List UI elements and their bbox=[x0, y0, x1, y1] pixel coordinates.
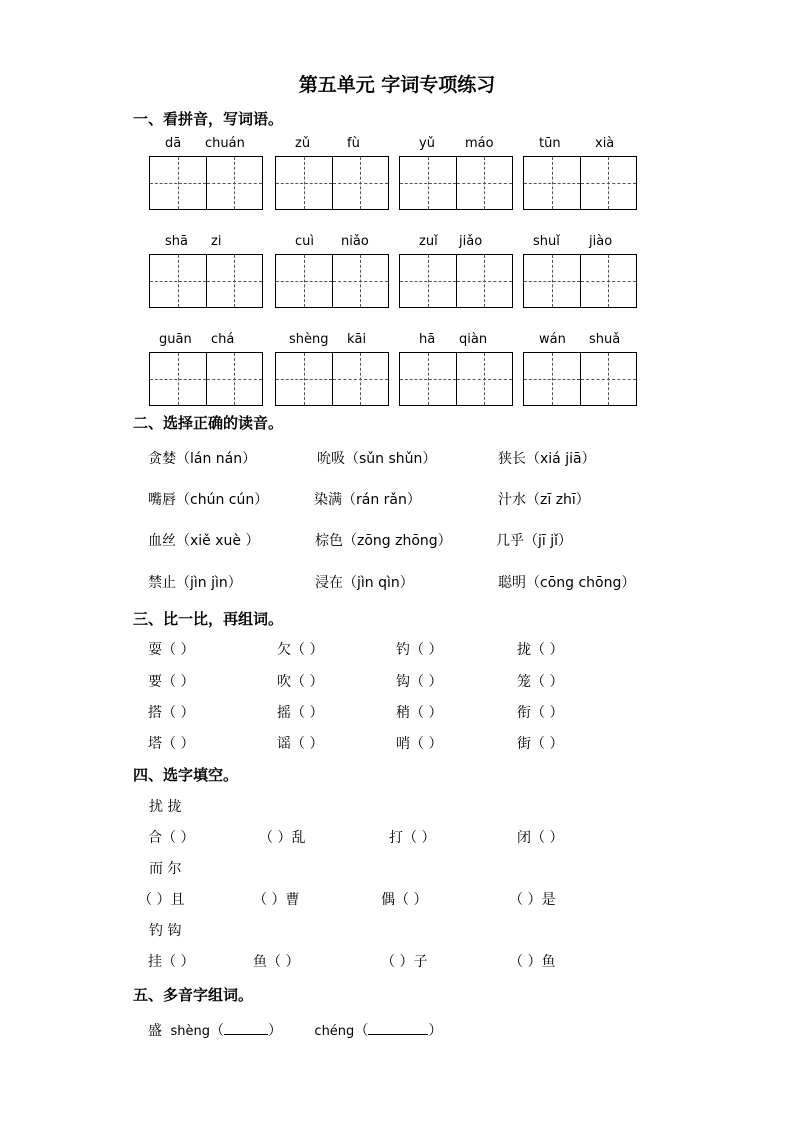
page-title: 第五单元 字词专项练习 bbox=[298, 74, 496, 96]
section-heading-4: 四、选字填空。 bbox=[133, 766, 239, 784]
reading-item: 嘴唇（chún cún） bbox=[148, 492, 269, 508]
char-choice: 扰 拢 bbox=[149, 799, 182, 815]
fill-item: （ ）曹 bbox=[253, 892, 300, 908]
compare-item: 摇（ ） bbox=[277, 705, 324, 721]
pinyin-label: jiào bbox=[589, 234, 613, 249]
reading-item: 禁止（jìn jìn） bbox=[148, 575, 242, 591]
fill-item: （ ）且 bbox=[138, 892, 185, 908]
writing-cell[interactable] bbox=[581, 352, 638, 406]
pinyin-label: wán bbox=[539, 332, 566, 347]
writing-cell[interactable] bbox=[523, 156, 581, 210]
fill-item: 打（ ） bbox=[389, 830, 436, 846]
pinyin-label: tūn bbox=[539, 136, 561, 151]
pinyin-label: shuǐ bbox=[533, 234, 560, 249]
pinyin-label: shuǎ bbox=[589, 332, 621, 347]
compare-item: 街（ ） bbox=[517, 736, 564, 752]
pinyin-label: hā bbox=[419, 332, 436, 347]
writing-cell[interactable] bbox=[275, 352, 333, 406]
polyphone-reading-1: shèng bbox=[170, 1024, 210, 1039]
writing-cell[interactable] bbox=[399, 352, 457, 406]
word-box bbox=[149, 254, 263, 306]
section-heading-1: 一、看拼音，写词语。 bbox=[133, 110, 284, 128]
writing-cell[interactable] bbox=[275, 156, 333, 210]
writing-cell[interactable] bbox=[399, 254, 457, 308]
polyphone-reading-2: chéng bbox=[314, 1024, 355, 1039]
word-box bbox=[399, 352, 513, 404]
pinyin-label: dā bbox=[165, 136, 182, 151]
pinyin-label: máo bbox=[465, 136, 494, 151]
writing-cell[interactable] bbox=[207, 254, 264, 308]
writing-cell[interactable] bbox=[149, 156, 207, 210]
writing-cell[interactable] bbox=[149, 254, 207, 308]
compare-item: 搭（ ） bbox=[148, 705, 195, 721]
reading-item: 汁水（zī zhī） bbox=[498, 492, 590, 508]
reading-item: 吮吸（sǔn shǔn） bbox=[317, 451, 437, 467]
pinyin-label: fù bbox=[347, 136, 360, 151]
writing-grid-row bbox=[149, 156, 639, 208]
section-heading-2: 二、选择正确的读音。 bbox=[133, 414, 284, 432]
reading-item: 棕色（zōng zhōng） bbox=[315, 533, 452, 549]
pinyin-label: cuì bbox=[295, 234, 314, 249]
writing-cell[interactable] bbox=[149, 352, 207, 406]
fill-item: （ ）鱼 bbox=[509, 954, 556, 970]
compare-item: 欠（ ） bbox=[277, 642, 324, 658]
fill-item: 闭（ ） bbox=[517, 830, 564, 846]
pinyin-label: zi bbox=[211, 234, 222, 249]
compare-item: 钩（ ） bbox=[396, 674, 443, 690]
pinyin-label: niǎo bbox=[341, 234, 369, 249]
pinyin-label: chuán bbox=[205, 136, 245, 151]
compare-item: 耍（ ） bbox=[148, 642, 195, 658]
writing-cell[interactable] bbox=[207, 156, 264, 210]
word-box bbox=[275, 254, 389, 306]
pinyin-label: yǔ bbox=[419, 136, 435, 151]
writing-cell[interactable] bbox=[333, 254, 390, 308]
fill-item: （ ）乱 bbox=[259, 830, 306, 846]
writing-cell[interactable] bbox=[523, 254, 581, 308]
writing-cell[interactable] bbox=[207, 352, 264, 406]
word-box bbox=[399, 254, 513, 306]
word-box bbox=[149, 352, 263, 404]
word-box bbox=[523, 254, 637, 306]
reading-item: 染满（rán rǎn） bbox=[314, 492, 421, 508]
reading-item: 狭长（xiá jiā） bbox=[498, 451, 596, 467]
pinyin-label: chá bbox=[211, 332, 235, 347]
compare-item: 吹（ ） bbox=[277, 674, 324, 690]
char-choice: 而 尔 bbox=[149, 861, 182, 877]
writing-cell[interactable] bbox=[457, 156, 514, 210]
compare-item: 笼（ ） bbox=[517, 674, 564, 690]
fill-item: （ ）子 bbox=[381, 954, 428, 970]
pinyin-label: kāi bbox=[347, 332, 367, 347]
pinyin-label: jiǎo bbox=[459, 234, 483, 249]
section-heading-5: 五、多音字组词。 bbox=[133, 986, 254, 1004]
writing-cell[interactable] bbox=[333, 156, 390, 210]
reading-item: 血丝（xiě xuè ） bbox=[148, 533, 260, 549]
word-box bbox=[523, 352, 637, 404]
pinyin-label: shèng bbox=[289, 332, 329, 347]
word-box bbox=[149, 156, 263, 208]
writing-cell[interactable] bbox=[581, 156, 638, 210]
compare-item: 钓（ ） bbox=[396, 642, 443, 658]
writing-cell[interactable] bbox=[457, 352, 514, 406]
polyphone-char: 盛 bbox=[148, 1023, 162, 1039]
writing-cell[interactable] bbox=[399, 156, 457, 210]
answer-blank[interactable] bbox=[224, 1034, 268, 1035]
compare-item: 哨（ ） bbox=[396, 736, 443, 752]
compare-item: 稍（ ） bbox=[396, 705, 443, 721]
pinyin-label: qiàn bbox=[459, 332, 488, 347]
writing-cell[interactable] bbox=[581, 254, 638, 308]
compare-item: 要（ ） bbox=[148, 674, 195, 690]
pinyin-label: shā bbox=[165, 234, 188, 249]
pinyin-label: guān bbox=[159, 332, 192, 347]
section-heading-3: 三、比一比，再组词。 bbox=[133, 610, 284, 628]
word-box bbox=[275, 156, 389, 208]
reading-item: 聪明（cōng chōng） bbox=[498, 575, 636, 591]
writing-grid-row bbox=[149, 352, 639, 404]
compare-item: 塔（ ） bbox=[148, 736, 195, 752]
word-box bbox=[523, 156, 637, 208]
word-box bbox=[275, 352, 389, 404]
pinyin-label: zuǐ bbox=[419, 234, 438, 249]
fill-item: 鱼（ ） bbox=[253, 954, 300, 970]
fill-item: （ ）是 bbox=[509, 892, 556, 908]
word-box bbox=[399, 156, 513, 208]
fill-item: 偶（ ） bbox=[381, 892, 428, 908]
fill-item: 挂（ ） bbox=[148, 954, 195, 970]
pinyin-label: zǔ bbox=[295, 136, 311, 151]
reading-item: 贪婪（lán nán） bbox=[148, 451, 257, 467]
writing-cell[interactable] bbox=[275, 254, 333, 308]
polyphone-row: 盛 shèng（ ） chéng（ ） bbox=[148, 1023, 443, 1039]
reading-item: 浸在（jìn qìn） bbox=[315, 575, 414, 591]
pinyin-label: xià bbox=[595, 136, 615, 151]
writing-cell[interactable] bbox=[523, 352, 581, 406]
reading-item: 几乎（jī jǐ） bbox=[496, 533, 573, 549]
compare-item: 衔（ ） bbox=[517, 705, 564, 721]
writing-grid-row bbox=[149, 254, 639, 306]
fill-item: 合（ ） bbox=[148, 830, 195, 846]
compare-item: 拢（ ） bbox=[517, 642, 564, 658]
writing-cell[interactable] bbox=[457, 254, 514, 308]
writing-cell[interactable] bbox=[333, 352, 390, 406]
compare-item: 谣（ ） bbox=[277, 736, 324, 752]
answer-blank[interactable] bbox=[368, 1034, 428, 1035]
char-choice: 钓 钩 bbox=[149, 923, 182, 939]
